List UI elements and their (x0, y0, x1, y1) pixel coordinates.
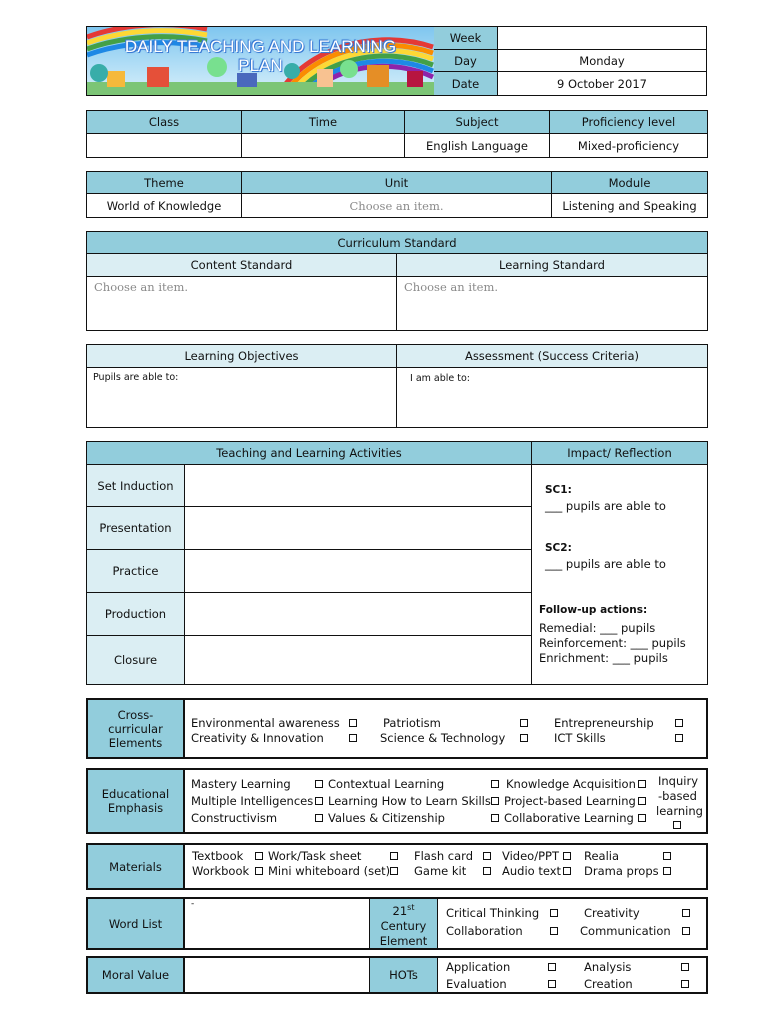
material-worksheet: Work/Task sheet (268, 849, 362, 863)
material-whiteboard: Mini whiteboard (set) (268, 864, 391, 878)
activities-title: Teaching and Learning Activities (87, 442, 532, 465)
cc-item-entrepreneurship: Entrepreneurship (554, 716, 654, 730)
content-standard-label: Content Standard (87, 254, 397, 277)
assessment-label: Assessment (Success Criteria) (397, 345, 707, 368)
enrichment-text: Enrichment: ___ pupils (539, 651, 668, 665)
emphasis-mastery: Mastery Learning (191, 777, 291, 791)
century-checkbox-critical[interactable] (550, 909, 558, 917)
materials-label: Materials (88, 845, 185, 888)
emphasis-checkbox-values[interactable] (315, 814, 323, 822)
century-creativity: Creativity (584, 906, 640, 920)
hots-checkbox-application[interactable] (548, 963, 556, 971)
material-checkbox-worksheet[interactable] (390, 852, 398, 860)
hots-application: Application (446, 960, 511, 974)
remedial-text: Remedial: ___ pupils (539, 621, 656, 635)
hots-analysis: Analysis (584, 960, 632, 974)
cc-checkbox-creativity[interactable] (349, 734, 357, 742)
class-value[interactable] (87, 134, 242, 157)
hots-creation: Creation (584, 977, 633, 991)
material-textbook: Textbook (192, 849, 244, 863)
stage-set-induction: Set Induction (87, 465, 185, 507)
cc-item-patriotism: Patriotism (383, 716, 441, 730)
class-label: Class (87, 111, 242, 134)
unit-dropdown[interactable]: Choose an item. (242, 194, 552, 217)
hots-evaluation: Evaluation (446, 977, 507, 991)
cc-checkbox-patriotism[interactable] (520, 719, 528, 727)
unit-label: Unit (242, 172, 552, 194)
cc-item-ict: ICT Skills (554, 731, 606, 745)
material-checkbox-video[interactable] (563, 852, 571, 860)
week-value[interactable] (498, 27, 706, 50)
theme-value[interactable]: World of Knowledge (87, 194, 242, 217)
cross-curricular-label-text: Cross-curricular Elements (108, 707, 163, 750)
material-audio: Audio text (502, 864, 562, 878)
week-label: Week (434, 27, 498, 50)
emphasis-label-text: Educational Emphasis (101, 787, 170, 815)
theme-label: Theme (87, 172, 242, 194)
wordlist-label: Word List (88, 899, 185, 948)
subject-label: Subject (405, 111, 550, 134)
stage-closure: Closure (87, 636, 185, 684)
stage-production: Production (87, 593, 185, 636)
subject-value[interactable]: English Language (405, 134, 550, 157)
emphasis-checkbox-inquiry[interactable] (673, 821, 681, 829)
material-checkbox-audio[interactable] (563, 867, 571, 875)
emphasis-checkbox-knowledge[interactable] (491, 780, 499, 788)
time-value[interactable] (242, 134, 405, 157)
stage-presentation: Presentation (87, 507, 185, 550)
reinforcement-text: Reinforcement: ___ pupils (539, 636, 686, 650)
sc2-text: ___ pupils are able to (545, 557, 666, 571)
material-flashcard: Flash card (414, 849, 473, 863)
century-checkbox-communication[interactable] (682, 927, 690, 935)
content-standard-dropdown[interactable]: Choose an item. (94, 280, 188, 294)
followup-label: Follow-up actions: (539, 604, 648, 616)
hots-checkbox-analysis[interactable] (681, 963, 689, 971)
emphasis-inquiry-line3: learning (656, 804, 703, 818)
cc-checkbox-ict[interactable] (675, 734, 683, 742)
material-video: Video/PPT (502, 849, 559, 863)
sc2-label: SC2: (545, 542, 572, 554)
banner-title (87, 37, 434, 75)
emphasis-knowledge: Knowledge Acquisition (506, 777, 636, 791)
banner-title-line2: PLAN (238, 56, 283, 75)
century-element-label (370, 899, 438, 948)
emphasis-inquiry-line2: -based (658, 789, 697, 803)
cross-curricular-label (88, 700, 185, 757)
material-checkbox-workbook[interactable] (255, 867, 263, 875)
emphasis-label (88, 770, 185, 832)
century-line3: Element (379, 933, 428, 948)
hots-checkbox-creation[interactable] (681, 980, 689, 988)
objectives-text: Pupils are able to: (93, 372, 179, 383)
material-checkbox-gamekit[interactable] (483, 867, 491, 875)
time-label: Time (242, 111, 405, 134)
emphasis-values: Values & Citizenship (328, 811, 445, 825)
century-checkbox-collaboration[interactable] (550, 927, 558, 935)
material-drama: Drama props (584, 864, 659, 878)
hots-checkbox-evaluation[interactable] (548, 980, 556, 988)
moral-label: Moral Value (88, 958, 185, 992)
century-line1: 21st (392, 903, 415, 918)
material-gamekit: Game kit (414, 864, 467, 878)
emphasis-checkbox-inquiry-row1[interactable] (638, 780, 646, 788)
material-checkbox-flashcard[interactable] (483, 852, 491, 860)
date-label: Date (434, 72, 498, 95)
stage-production-field[interactable] (185, 593, 532, 636)
stage-practice: Practice (87, 550, 185, 593)
century-checkbox-creativity[interactable] (682, 909, 690, 917)
moral-field[interactable] (185, 958, 370, 992)
emphasis-checkbox-learning-how[interactable] (315, 797, 323, 805)
module-label: Module (552, 172, 707, 194)
banner-image (87, 27, 435, 95)
wordlist-value: - (191, 899, 195, 909)
emphasis-project: Project-based Learning (504, 794, 636, 808)
emphasis-checkbox-row3-end[interactable] (638, 814, 646, 822)
material-checkbox-whiteboard[interactable] (390, 867, 398, 875)
module-value[interactable]: Listening and Speaking (562, 198, 697, 213)
century-critical: Critical Thinking (446, 906, 540, 920)
emphasis-learning-how: Learning How to Learn Skills (328, 794, 491, 808)
cc-checkbox-entrepreneurship[interactable] (675, 719, 683, 727)
material-workbook: Workbook (192, 864, 250, 878)
sc1-text: ___ pupils are able to (545, 499, 666, 513)
material-checkbox-realia[interactable] (663, 852, 671, 860)
stage-presentation-field[interactable] (185, 507, 532, 550)
century-line2: Century (380, 918, 427, 933)
century-communication: Communication (580, 924, 671, 938)
assessment-text: I am able to: (410, 373, 471, 384)
cc-item-science: Science & Technology (380, 731, 506, 745)
cc-item-creativity: Creativity & Innovation (191, 731, 324, 745)
wordlist-field[interactable] (185, 899, 370, 948)
emphasis-checkbox-row2-end[interactable] (638, 797, 646, 805)
material-realia: Realia (584, 849, 620, 863)
emphasis-collaborative: Collaborative Learning (504, 811, 634, 825)
learning-objectives-label: Learning Objectives (87, 345, 397, 368)
emphasis-inquiry-line1: Inquiry (658, 774, 698, 788)
stage-practice-field[interactable] (185, 550, 532, 593)
emphasis-checkbox-contextual[interactable] (315, 780, 323, 788)
curriculum-title: Curriculum Standard (87, 232, 707, 254)
stage-closure-field[interactable] (185, 636, 532, 684)
day-value[interactable]: Monday (498, 50, 706, 72)
day-label: Day (434, 50, 498, 72)
date-value[interactable]: 9 October 2017 (557, 76, 647, 91)
emphasis-multiple: Multiple Intelligences (191, 794, 314, 808)
material-checkbox-textbook[interactable] (255, 852, 263, 860)
impact-title: Impact/ Reflection (532, 442, 707, 465)
cc-checkbox-science[interactable] (520, 734, 528, 742)
material-checkbox-drama[interactable] (663, 867, 671, 875)
cc-item-environmental: Environmental awareness (191, 716, 340, 730)
proficiency-label: Proficiency level (550, 111, 707, 134)
emphasis-checkbox-project[interactable] (491, 797, 499, 805)
stage-set-induction-field[interactable] (185, 465, 532, 507)
banner-title-line1: DAILY TEACHING AND LEARNING (124, 37, 397, 56)
proficiency-value[interactable]: Mixed-proficiency (577, 138, 680, 153)
hots-label: HOTs (370, 958, 438, 992)
emphasis-constructivism: Constructivism (191, 811, 278, 825)
emphasis-contextual: Contextual Learning (328, 777, 445, 791)
emphasis-checkbox-collaborative[interactable] (491, 814, 499, 822)
learning-standard-dropdown[interactable]: Choose an item. (404, 280, 498, 294)
learning-standard-label: Learning Standard (397, 254, 707, 277)
sc1-label: SC1: (545, 484, 572, 496)
century-collaboration: Collaboration (446, 924, 523, 938)
cc-checkbox-environmental[interactable] (349, 719, 357, 727)
